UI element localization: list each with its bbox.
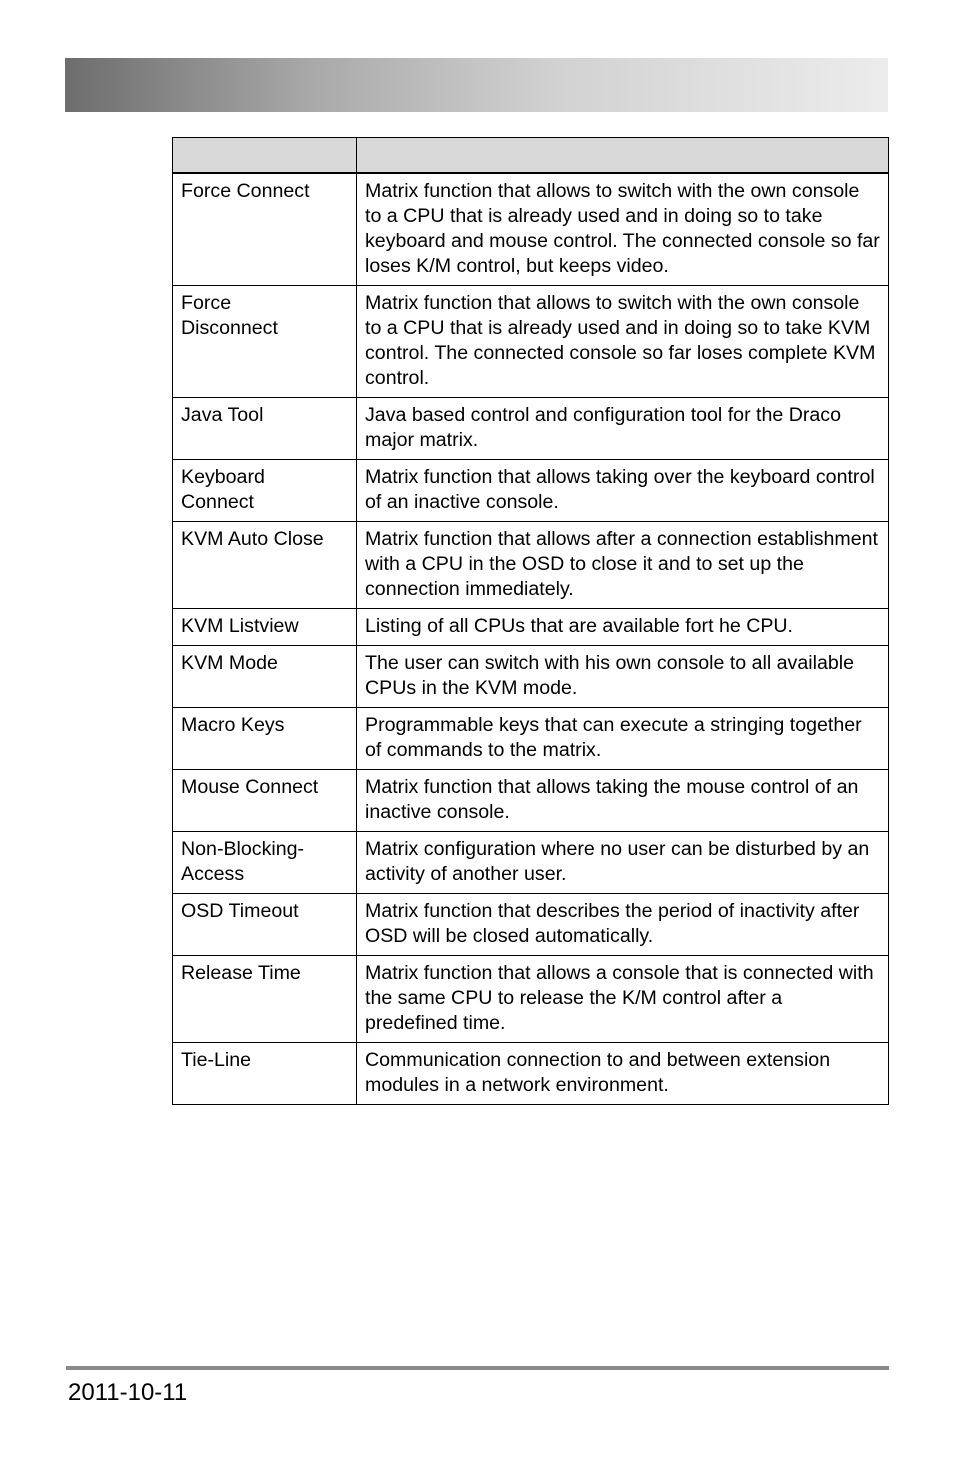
term-cell: KVM Listview [173, 609, 357, 646]
table-row [173, 173, 889, 286]
table-row [173, 522, 889, 609]
glossary-table [172, 137, 889, 1105]
table-row [173, 286, 889, 398]
definition-cell: Matrix function that allows to switch with the own console to a CPU that is already used and in doing so to take KVM control. The connected console so far loses complete KVM control. [357, 286, 889, 398]
term-cell: Mouse Connect [173, 770, 357, 832]
definition-cell: Matrix function that allows after a connection establishment with a CPU in the OSD to close it and to set up the connection immediately. [357, 522, 889, 609]
footer-rule [66, 1366, 889, 1370]
footer-date: 2011-10-11 [68, 1379, 188, 1406]
term-cell: KVM Auto Close [173, 522, 357, 609]
definition-cell: Programmable keys that can execute a stringing together of commands to the matrix. [357, 708, 889, 770]
term-cell: Force Disconnect [173, 286, 357, 398]
definition-cell: Matrix function that allows taking over the keyboard control of an inactive console. [357, 460, 889, 522]
term-cell: Tie-Line [173, 1043, 357, 1105]
table-row [173, 894, 889, 956]
term-cell: Release Time [173, 956, 357, 1043]
definition-cell: Communication connection to and between extension modules in a network environment. [357, 1043, 889, 1105]
table-row [173, 770, 889, 832]
definition-cell: Matrix function that allows a console that is connected with the same CPU to release the K/M control after a predefined time. [357, 956, 889, 1043]
table-row [173, 1043, 889, 1105]
header-term [173, 138, 357, 174]
term-cell: KVM Mode [173, 646, 357, 708]
table-row [173, 609, 889, 646]
term-cell: Macro Keys [173, 708, 357, 770]
table-row [173, 956, 889, 1043]
definition-cell: Matrix function that allows taking the mouse control of an inactive console. [357, 770, 889, 832]
table-row [173, 708, 889, 770]
header-definition [357, 138, 889, 174]
term-cell: Keyboard Connect [173, 460, 357, 522]
table-row [173, 646, 889, 708]
definition-cell: Java based control and configuration tool for the Draco major matrix. [357, 398, 889, 460]
term-cell: Non-Blocking-Access [173, 832, 357, 894]
term-cell: Java Tool [173, 398, 357, 460]
definition-cell: Matrix configuration where no user can be disturbed by an activity of another user. [357, 832, 889, 894]
term-cell: OSD Timeout [173, 894, 357, 956]
table-row [173, 460, 889, 522]
table-row [173, 832, 889, 894]
table-row [173, 398, 889, 460]
definition-cell: Matrix function that describes the period of inactivity after OSD will be closed automatically. [357, 894, 889, 956]
header-bar [65, 58, 888, 112]
definition-cell: Listing of all CPUs that are available fort he CPU. [357, 609, 889, 646]
table-header-row [173, 138, 889, 174]
term-cell: Force Connect [173, 173, 357, 286]
definition-cell: Matrix function that allows to switch with the own console to a CPU that is already used and in doing so to take keyboard and mouse control. The connected console so far loses K/M control, but keeps video. [357, 173, 889, 286]
definition-cell: The user can switch with his own console to all available CPUs in the KVM mode. [357, 646, 889, 708]
